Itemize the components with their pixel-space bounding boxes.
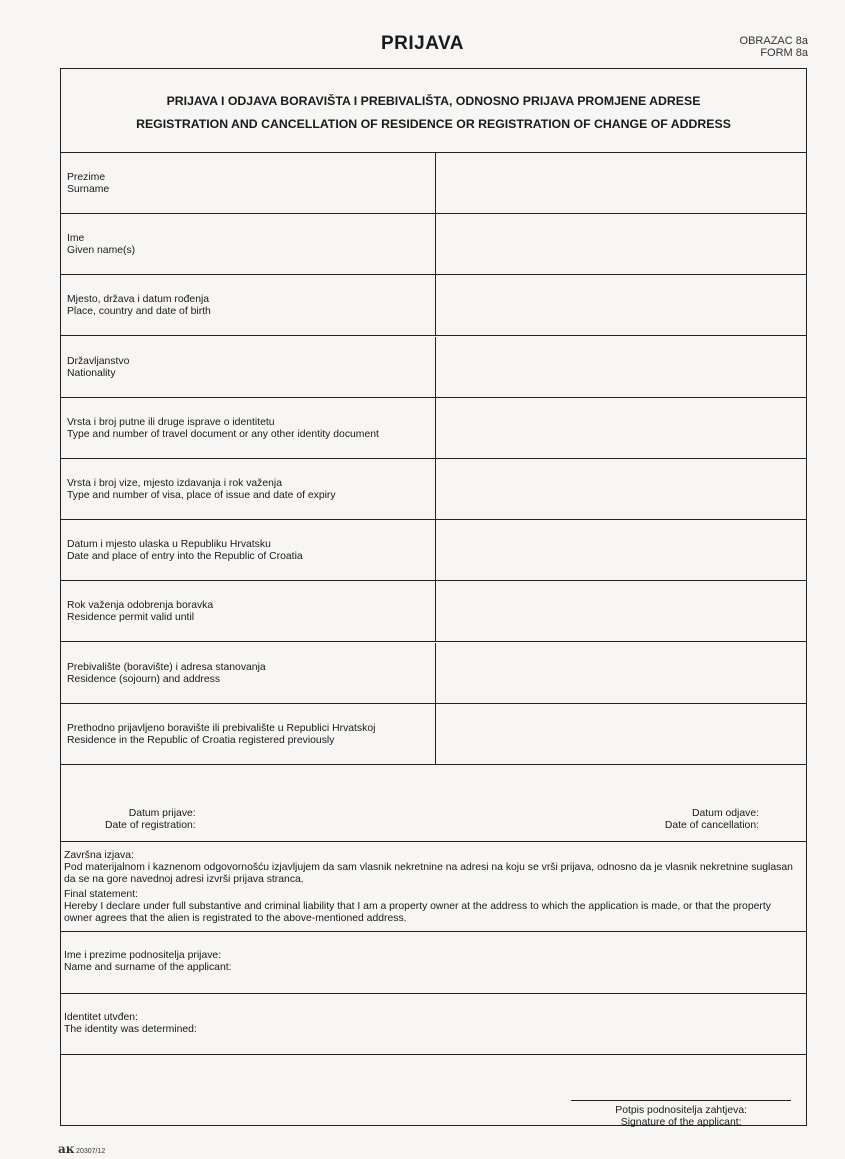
date-of-cancellation-en: Date of cancellation: [664,820,759,831]
field-label [67,356,427,380]
form-field-row [61,459,806,520]
field-label [67,539,427,563]
form-title: PRIJAVA [380,33,465,54]
signature-label-en: Signature of the applicant: [620,1117,742,1128]
date-of-registration-en: Date of registration: [105,820,196,831]
field-label [67,723,427,747]
form-field-row [61,337,806,398]
identity-determined-label [64,1012,197,1036]
field-label-hr: Mjesto, država i datum rođenja [67,294,210,306]
field-input[interactable] [435,337,806,397]
form-field-row [61,275,806,336]
signature-line[interactable] [571,1100,791,1101]
form-field-row [61,214,806,275]
signature-label-hr: Potpis podnositelja zahtjeva: [615,1105,747,1116]
form-field-row [61,704,806,765]
form-code-en: FORM 8a [760,47,808,59]
field-label-hr: Vrsta i broj putne ili druge isprave o identitetu [67,416,275,428]
field-label-en: Type and number of travel document or any other identity document [67,428,379,440]
field-label-en: Place, country and date of birth [67,306,211,318]
field-label-en: Residence permit valid until [67,612,195,624]
form-header [61,69,806,153]
form-field-row [61,581,806,642]
applicant-name-label-en: Name and surname of the applicant: [64,962,232,973]
identity-determined-label-en: The identity was determined: [64,1024,197,1035]
final-statement-text-en: Hereby I declare under full substantive and criminal liability that I am a property owner at the address to which the application is made, or that the property owner agrees that the alien is registrated to the above-mentioned address. [64,901,771,924]
applicant-name-field[interactable] [61,932,806,994]
identity-determined-label-hr: Identitet utvđen: [64,1012,138,1023]
publisher-code: 20307/12 [76,1148,106,1155]
field-input[interactable] [435,643,806,703]
final-statement-title-hr: Završna izjava: [64,850,134,861]
field-label-hr: Vrsta i broj vize, mjesto izdavanja i rok važenja [67,478,283,489]
applicant-name-label [64,950,232,974]
header-title-hr: PRIJAVA I ODJAVA BORAVIŠTA I PREBIVALIŠTA, ODNOSNO PRIJAVA PROMJENE ADRESE [166,94,701,108]
publisher-logo: aĸ [58,1142,75,1156]
field-input[interactable] [435,275,806,335]
field-label-en: Type and number of visa, place of issue and date of expiry [67,490,336,501]
field-label-en: Residence (sojourn) and address [67,673,221,685]
field-label-hr: Rok važenja odobrenja boravka [67,600,214,612]
field-input[interactable] [435,459,806,519]
field-label-en: Given name(s) [67,245,136,257]
publisher-footer [58,1142,105,1156]
field-label-en: Nationality [67,367,116,379]
date-of-cancellation-hr: Datum odjave: [692,808,759,819]
field-label-en: Date and place of entry into the Republic of Croatia [67,551,303,563]
form-field-row [61,643,806,704]
form-field-row [61,520,806,581]
field-label [67,294,427,318]
form-field-row [61,153,806,214]
signature-label [615,1105,747,1129]
final-statement-text-hr: Pod materijalnom i kaznenom odgovornošću izjavljujem da sam vlasnik nekretnine na adresi na koju se vrši prijava, odnosno da je vlasnik nekretnine suglasan da se na gore navednoj adresi izvrši prijava stranca. [64,862,793,885]
final-statement-title-en: Final statement: [64,889,138,900]
field-label-hr: Prezime [67,172,106,183]
field-label-hr: Državljanstvo [67,355,130,367]
field-label [67,600,427,624]
signature-section [61,1055,806,1126]
field-input[interactable] [435,153,806,213]
field-label [67,417,427,441]
field-label [67,478,427,502]
field-input[interactable] [435,398,806,458]
header-title-en: REGISTRATION AND CANCELLATION OF RESIDENCE OR REGISTRATION OF CHANGE OF ADDRESS [136,117,731,131]
date-of-registration-hr: Datum prijave: [128,808,196,819]
form-code [740,35,808,59]
form-code-hr: OBRAZAC 8a [739,35,808,47]
final-statement-hr [64,850,800,886]
field-input[interactable] [435,520,806,580]
field-label [67,662,427,686]
field-label-en: Surname [67,184,110,195]
field-input[interactable] [435,581,806,641]
form-field-row [61,398,806,459]
field-input[interactable] [435,704,806,764]
field-label [67,172,427,196]
field-label-en: Residence in the Republic of Croatia registered previously [67,734,335,746]
final-statement-en [64,889,800,925]
field-label [67,233,427,257]
applicant-name-label-hr: Ime i prezime podnositelja prijave: [64,950,222,961]
identity-determined-field[interactable] [61,994,806,1055]
final-statement [61,842,806,932]
dates-section [61,765,806,842]
form-frame [60,68,807,1126]
date-of-registration[interactable] [105,808,196,832]
field-label-hr: Prebivalište (boravište) i adresa stanovanja [67,661,266,673]
field-label-hr: Prethodno prijavljeno boravište ili prebivalište u Republici Hrvatskoj [67,722,376,734]
field-label-hr: Datum i mjesto ulaska u Republiku Hrvatsku [67,539,271,551]
date-of-cancellation[interactable] [665,808,759,832]
field-label-hr: Ime [67,233,85,245]
field-input[interactable] [435,214,806,274]
